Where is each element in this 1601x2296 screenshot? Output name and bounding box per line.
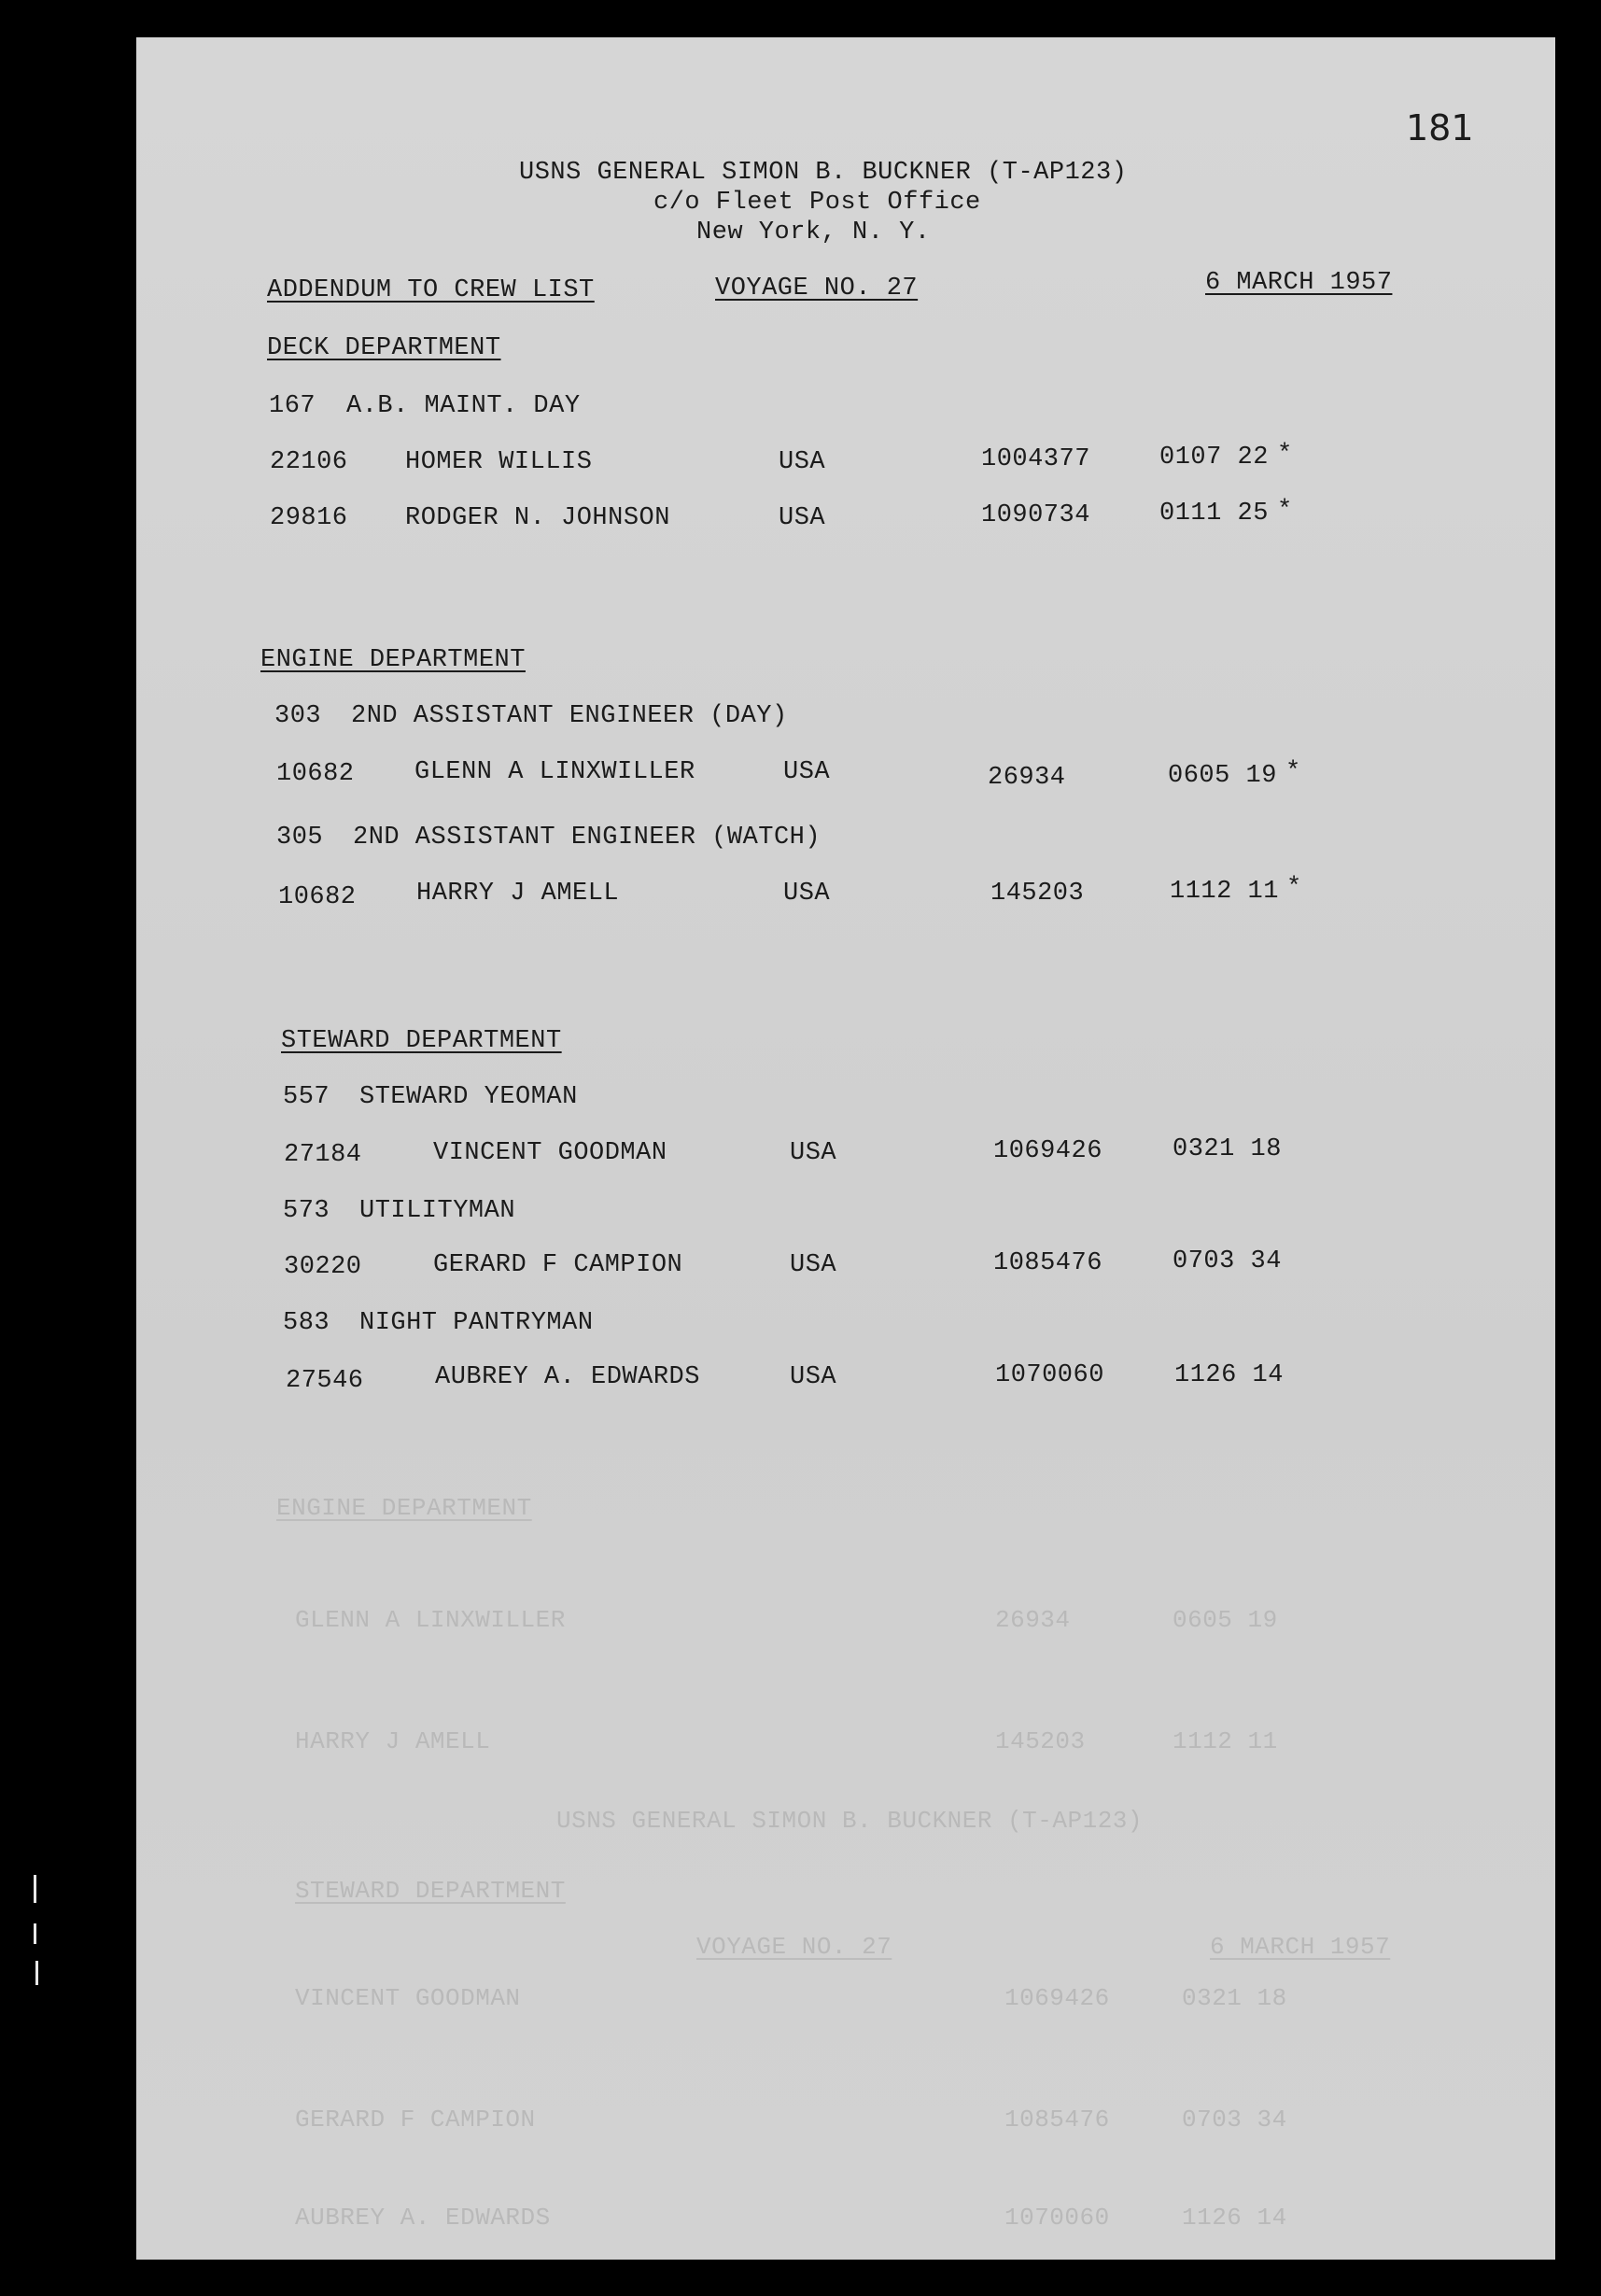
rating-title: A.B. MAINT. DAY: [346, 392, 581, 420]
voyage-number: VOYAGE NO. 27: [715, 275, 919, 303]
crew-nationality: USA: [783, 758, 831, 786]
crew-name: RODGER N. JOHNSON: [405, 504, 670, 532]
crew-asterisk: *: [1277, 497, 1293, 525]
crew-date: 1126 14: [1174, 1361, 1284, 1389]
document-title: ADDENDUM TO CREW LIST: [267, 276, 595, 304]
crew-asterisk: *: [1286, 874, 1302, 902]
rating-code: 557: [283, 1083, 330, 1111]
crew-id: 29816: [270, 504, 348, 532]
ghost-row-doc: 26934: [995, 1606, 1071, 1634]
crew-date: 0703 34: [1173, 1247, 1282, 1275]
crew-document-number: 1085476: [993, 1249, 1102, 1277]
crew-id: 27546: [286, 1367, 364, 1395]
crew-document-number: 1069426: [993, 1137, 1102, 1165]
ghost-voyage: VOYAGE NO. 27: [696, 1933, 892, 1961]
crew-name: AUBREY A. EDWARDS: [435, 1363, 700, 1391]
crew-document-number: 1004377: [981, 445, 1090, 473]
ghost-row-date: 0321 18: [1182, 1984, 1287, 2012]
header-ship-name: USNS GENERAL SIMON B. BUCKNER (T-AP123): [519, 159, 1128, 187]
crew-date: 0605 19: [1168, 762, 1277, 790]
rating-code: 167: [269, 392, 316, 420]
ghost-row-date: 0703 34: [1182, 2106, 1287, 2134]
rating-code: 583: [283, 1309, 330, 1337]
crew-id: 10682: [276, 760, 355, 788]
ghost-row-doc: 1070060: [1004, 2204, 1110, 2232]
ghost-row: HARRY J AMELL: [295, 1727, 491, 1755]
crew-nationality: USA: [779, 504, 826, 532]
header-post-office: c/o Fleet Post Office: [653, 189, 981, 217]
ghost-date: 6 MARCH 1957: [1210, 1933, 1391, 1961]
crew-name: GLENN A LINXWILLER: [414, 758, 695, 786]
crew-name: HOMER WILLIS: [405, 448, 593, 476]
ghost-row-doc: 145203: [995, 1727, 1086, 1755]
ghost-row: VINCENT GOODMAN: [295, 1984, 521, 2012]
rating-title: STEWARD YEOMAN: [359, 1083, 578, 1111]
crew-date: 0111 25: [1159, 500, 1269, 528]
crew-id: 30220: [284, 1253, 362, 1281]
crew-document-number: 145203: [990, 880, 1085, 908]
scan-artifact: [34, 1923, 36, 1944]
crew-document-number: 1070060: [995, 1361, 1104, 1389]
crew-date: 0321 18: [1173, 1135, 1282, 1163]
crew-id: 27184: [284, 1141, 362, 1169]
crew-nationality: USA: [790, 1363, 837, 1391]
crew-asterisk: *: [1277, 441, 1293, 469]
crew-nationality: USA: [790, 1251, 837, 1279]
document-date: 6 MARCH 1957: [1205, 269, 1393, 297]
ghost-row: AUBREY A. EDWARDS: [295, 2204, 551, 2232]
ghost-heading: STEWARD DEPARTMENT: [295, 1877, 566, 1905]
ghost-row-date: 1112 11: [1173, 1727, 1278, 1755]
ghost-row-date: 0605 19: [1173, 1606, 1278, 1634]
crew-id: 22106: [270, 448, 348, 476]
scan-artifact: [34, 1875, 36, 1903]
rating-title: 2ND ASSISTANT ENGINEER (WATCH): [353, 824, 822, 852]
ghost-header: USNS GENERAL SIMON B. BUCKNER (T-AP123): [556, 1807, 1143, 1835]
crew-date: 0107 22: [1159, 444, 1269, 472]
crew-name: GERARD F CAMPION: [433, 1251, 683, 1279]
rating-code: 573: [283, 1197, 330, 1225]
crew-nationality: USA: [783, 880, 831, 908]
page-number: 181: [1406, 107, 1474, 148]
ghost-heading: ENGINE DEPARTMENT: [276, 1494, 532, 1522]
department-heading-deck: DECK DEPARTMENT: [267, 334, 501, 362]
rating-code: 305: [276, 824, 324, 852]
department-heading-steward: STEWARD DEPARTMENT: [281, 1027, 562, 1055]
rating-code: 303: [274, 702, 322, 730]
header-city: New York, N. Y.: [696, 218, 931, 247]
crew-document-number: 26934: [988, 764, 1066, 792]
crew-nationality: USA: [790, 1139, 837, 1167]
crew-document-number: 1090734: [981, 501, 1090, 529]
ghost-row: GLENN A LINXWILLER: [295, 1606, 566, 1634]
ghost-row-date: 1126 14: [1182, 2204, 1287, 2232]
crew-name: HARRY J AMELL: [416, 880, 620, 908]
rating-title: NIGHT PANTRYMAN: [359, 1309, 594, 1337]
ghost-row-doc: 1085476: [1004, 2106, 1110, 2134]
crew-date: 1112 11: [1170, 878, 1279, 906]
crew-id: 10682: [278, 883, 357, 911]
crew-nationality: USA: [779, 448, 826, 476]
scan-artifact: [35, 1961, 38, 1985]
crew-name: VINCENT GOODMAN: [433, 1139, 667, 1167]
ghost-row: GERARD F CAMPION: [295, 2106, 536, 2134]
department-heading-engine: ENGINE DEPARTMENT: [260, 646, 526, 674]
crew-asterisk: *: [1285, 758, 1301, 786]
document-page: [136, 37, 1555, 2260]
rating-title: UTILITYMAN: [359, 1197, 516, 1225]
rating-title: 2ND ASSISTANT ENGINEER (DAY): [351, 702, 788, 730]
ghost-row-doc: 1069426: [1004, 1984, 1110, 2012]
